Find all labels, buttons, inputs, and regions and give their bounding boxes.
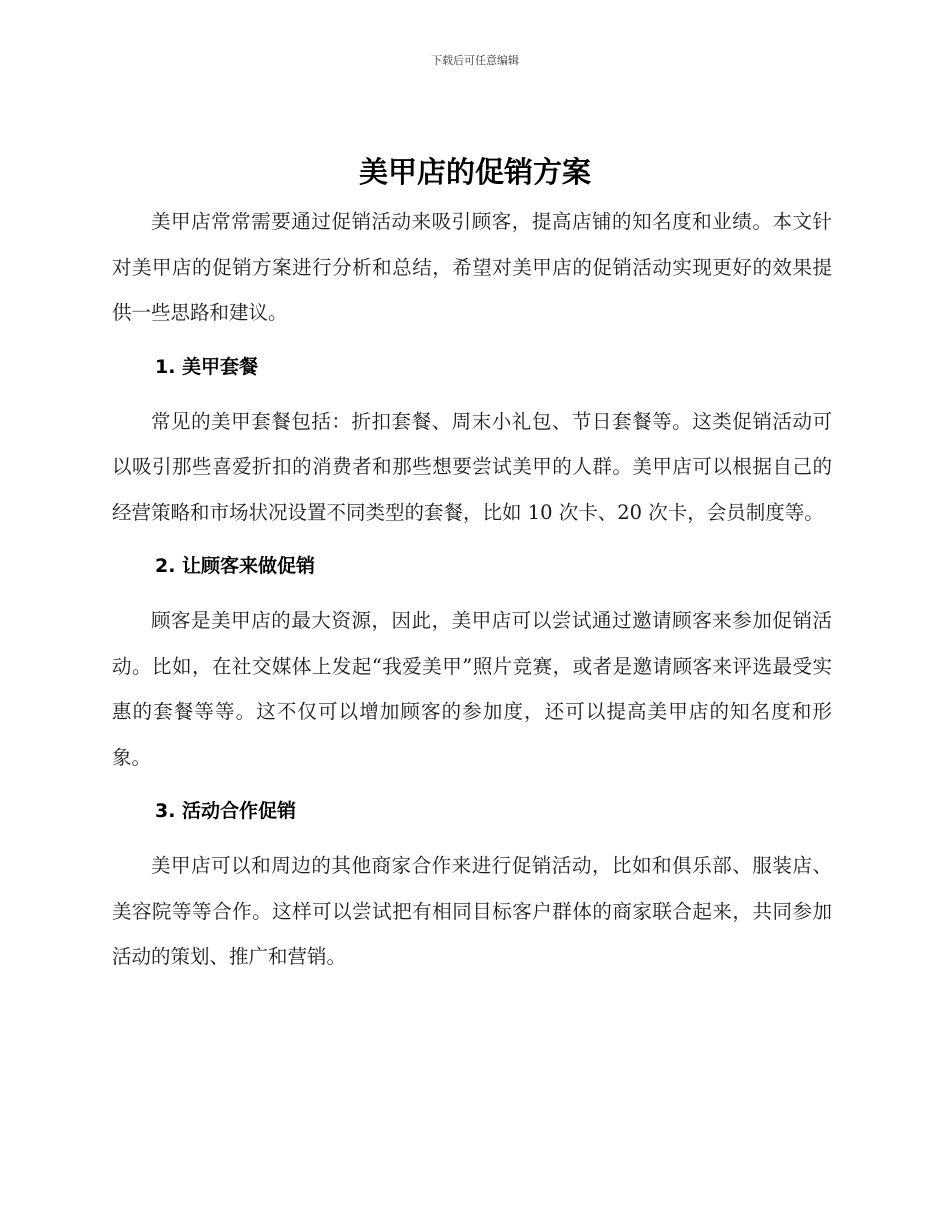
section-paragraph-package: 常见的美甲套餐包括：折扣套餐、周末小礼包、节日套餐等。这类促销活动可以吸引那些喜爱折扣的消费者和那些想要尝试美甲的人群。美甲店可以根据自己的经营策略和市场状况设置不同类型的套餐，比如 10 次卡、20 次卡，会员制度等。 [112,409,832,524]
document-title: 美甲店的促销方案 [358,155,591,189]
section-heading-partnership: 3. 活动合作促销 [155,800,297,822]
section-paragraph-partnership: 美甲店可以和周边的其他商家合作来进行促销活动，比如和俱乐部、服装店、美容院等等合作。这样可以尝试把有相同目标客户群体的商家联合起来，共同参加活动的策划、推广和营销。 [112,854,832,968]
document-body [112,199,832,980]
section-paragraph-customer-promotion: 顾客是美甲店的最大资源，因此，美甲店可以尝试通过邀请顾客来参加促销活动。比如，在社交媒体上发起“我爱美甲”照片竞赛，或者是邀请顾客来评选最受实惠的套餐等等。这不仅可以增加顾客的参加度，还可以提高美甲店的知名度和形象。 [112,609,832,769]
section-heading-package: 1. 美甲套餐 [155,355,259,378]
intro-paragraph: 美甲店常常需要通过促销活动来吸引顾客，提高店铺的知名度和业绩。本文针对美甲店的促销方案进行分析和总结，希望对美甲店的促销活动实现更好的效果提供一些思路和建议。 [112,210,832,324]
section-heading-customer-promotion: 2. 让顾客来做促销 [155,555,316,577]
page-header-note: 下载后可任意编辑 [431,54,519,67]
